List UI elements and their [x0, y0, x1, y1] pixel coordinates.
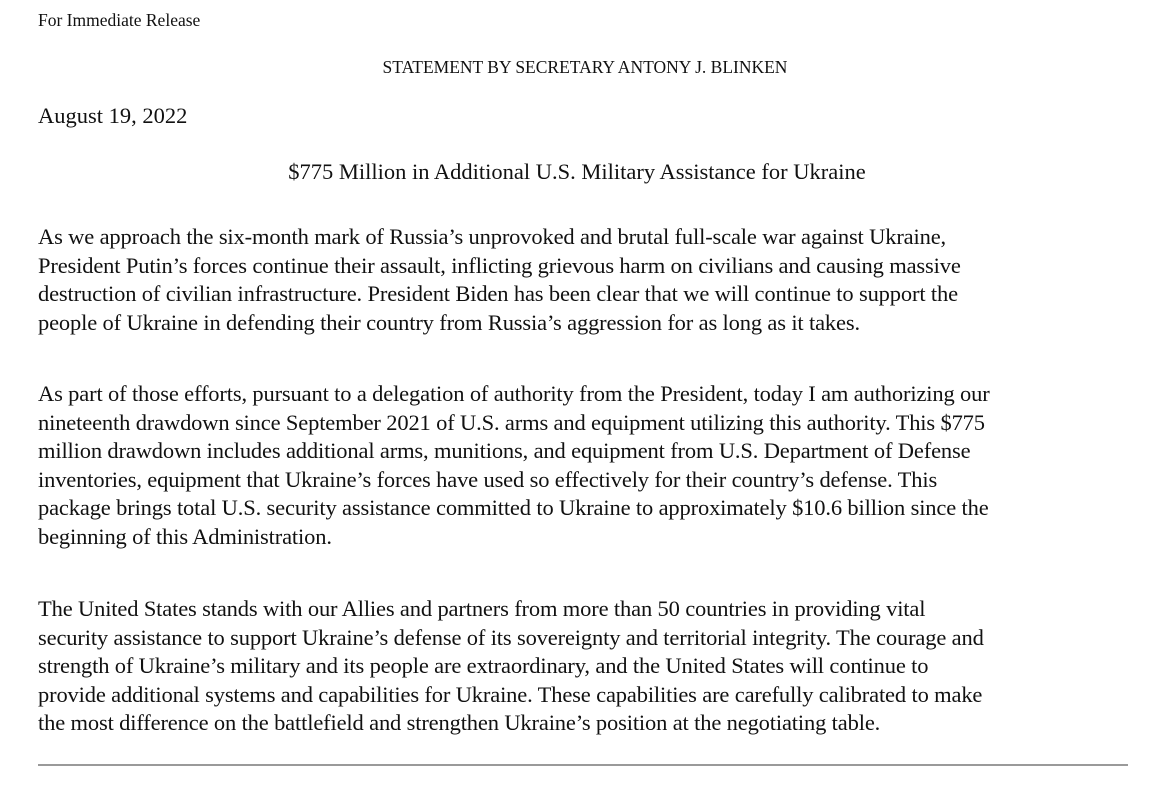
- paragraph-3-line-4: provide additional systems and capabilities for Ukraine. These capabilities are carefully calibrated to make: [38, 681, 983, 707]
- paragraph-1-line-3: destruction of civilian infrastructure. President Biden has been clear that we will continue to support the: [38, 281, 958, 307]
- paragraph-2-line-6: beginning of this Administration.: [38, 523, 332, 549]
- paragraph-1-line-4: people of Ukraine in defending their country from Russia’s aggression for as long as it takes.: [38, 309, 860, 335]
- bottom-divider: [38, 764, 1128, 766]
- release-label: For Immediate Release: [38, 10, 201, 30]
- paragraph-3: [38, 595, 1148, 738]
- paragraph-2-line-5: package brings total U.S. security assistance committed to Ukraine to approximately $10.6 billion since the: [38, 495, 989, 521]
- document-headline: $775 Million in Additional U.S. Military Assistance for Ukraine: [288, 159, 866, 184]
- paragraph-2: [38, 380, 1148, 552]
- paragraph-1-line-2: President Putin’s forces continue their assault, inflicting grievous harm on civilians and causing massive: [38, 252, 961, 278]
- paragraph-3-line-5: the most difference on the battlefield and strengthen Ukraine’s position at the negotiating table.: [38, 710, 881, 736]
- paragraph-3-line-2: security assistance to support Ukraine’s defense of its sovereignty and territorial integrity. The courage and: [38, 624, 984, 650]
- statement-header: STATEMENT BY SECRETARY ANTONY J. BLINKEN: [382, 57, 788, 77]
- paragraph-3-line-1: The United States stands with our Allies and partners from more than 50 countries in providing vital: [38, 596, 926, 621]
- paragraph-2-line-2: nineteenth drawdown since September 2021 of U.S. arms and equipment utilizing this authority. This $775: [38, 409, 985, 435]
- paragraph-1: [38, 223, 1148, 337]
- paragraph-1-line-1: As we approach the six-month mark of Russia’s unprovoked and brutal full-scale war against Ukraine,: [38, 224, 947, 249]
- paragraph-2-line-1: As part of those efforts, pursuant to a delegation of authority from the President, today I am authorizing our: [38, 381, 990, 406]
- paragraph-2-line-4: inventories, equipment that Ukraine’s forces have used so effectively for their country’s defense. This: [38, 466, 938, 492]
- statement-date: August 19, 2022: [38, 103, 188, 128]
- paragraph-3-line-3: strength of Ukraine’s military and its people are extraordinary, and the United States will continue to: [38, 653, 929, 679]
- paragraph-2-line-3: million drawdown includes additional arms, munitions, and equipment from U.S. Department of Defense: [38, 438, 971, 464]
